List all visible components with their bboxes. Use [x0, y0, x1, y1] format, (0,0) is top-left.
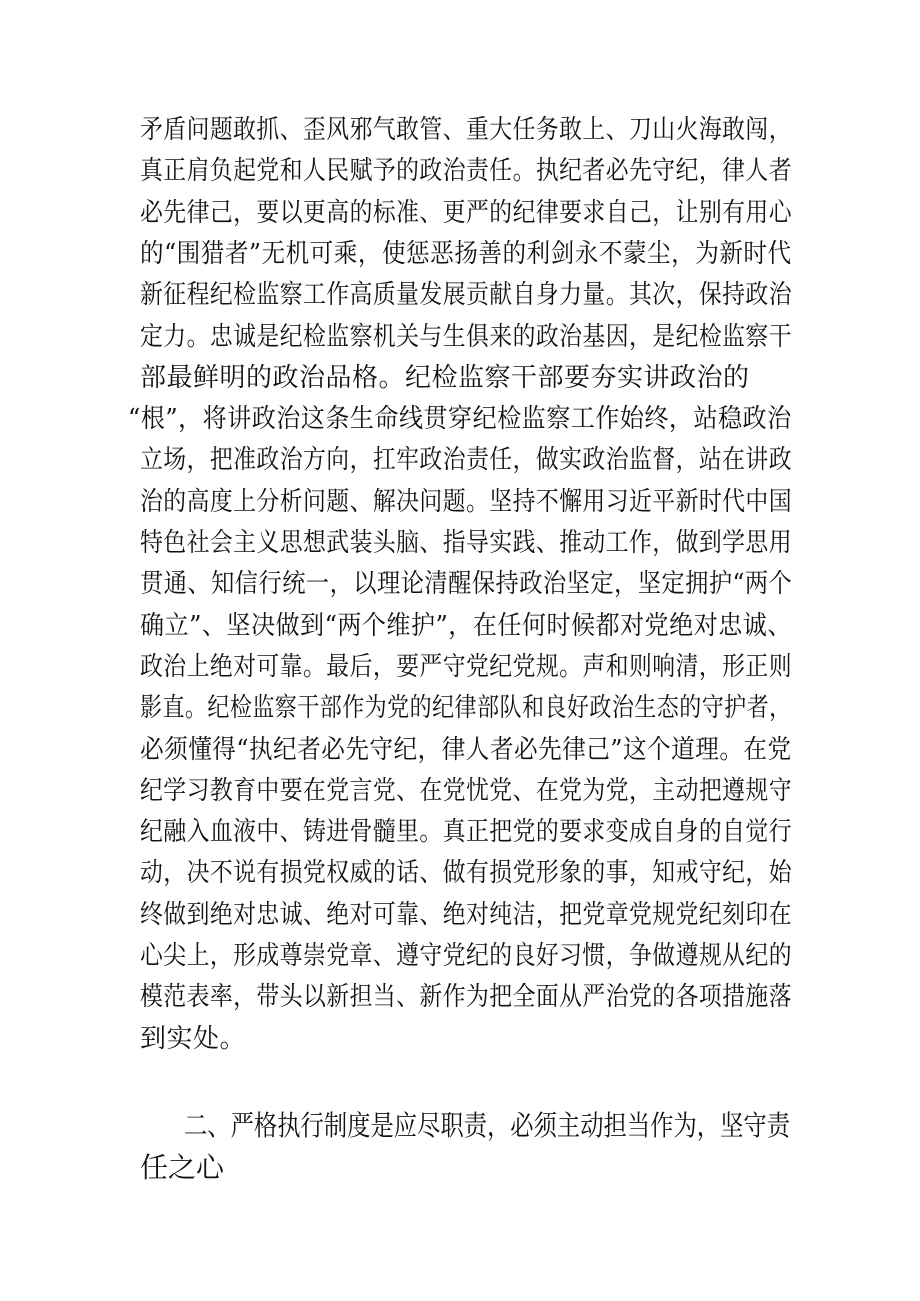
text-line: 必先律己，要以更高的标准、更严的纪律要求自己，让别有用心 — [140, 197, 793, 228]
text-line: 影直。纪检监察干部作为党的纪律部队和良好政治生态的守护者， — [140, 693, 792, 724]
text-line: 纪学习教育中要在党言党、在党忧党、在党为党，主动把遵规守 — [140, 775, 793, 806]
text-line: 政治上绝对可靠。最后，要严守党纪党规。声和则响清，形正则 — [140, 651, 793, 682]
text-line: 治的高度上分析问题、解决问题。坚持不懈用习近平新时代中国 — [140, 486, 793, 517]
text-line: 终做到绝对忠诚、绝对可靠、绝对纯洁，把党章党规党纪刻印在 — [140, 899, 793, 930]
section-heading-line-2: 任之心 — [140, 1151, 225, 1184]
text-line: 新征程纪检监察工作高质量发展贡献自身力量。其次，保持政治 — [140, 280, 793, 311]
text-line: 模范表率，带头以新担当、新作为把全面从严治党的各项措施落 — [140, 982, 793, 1013]
text-line: 纪融入血液中、铸进骨髓里。真正把党的要求变成自身的自觉行 — [140, 817, 793, 848]
text-line: 心尖上，形成尊崇党章、遵守党纪的良好习惯，争做遵规从纪的 — [140, 941, 793, 971]
text-line: 的“围猎者”无机可乘，使惩恶扬善的利剑永不蒙尘，为新时代 — [140, 238, 792, 269]
text-line: 部最鲜明的政治品格。纪检监察干部要夯实讲政治的 — [140, 362, 750, 393]
text-line: 立场，把准政治方向，扛牢政治责任，做实政治监督，站在讲政 — [140, 445, 793, 476]
text-line: 矛盾问题敢抓、歪风邪气敢管、重大任务敢上、刀山火海敢闯， — [140, 115, 793, 145]
text-line: 真正肩负起党和人民赋予的政治责任。执纪者必先守纪，律人者 — [140, 156, 793, 187]
text-line: 到实处。 — [140, 1023, 247, 1054]
text-line: 必须懂得“执纪者必先守纪，律人者必先律己”这个道理。在党 — [140, 734, 792, 765]
section-heading-line-1: 二、严格执行制度是应尽职责，必须主动担当作为，坚守责 — [184, 1109, 791, 1142]
text-line: 定力。忠诚是纪检监察机关与生俱来的政治基因，是纪检监察干 — [140, 321, 793, 352]
text-line: 确立”、坚决做到“两个维护”，在任何时候都对党绝对忠诚、 — [140, 610, 792, 641]
text-line: 动，决不说有损党权威的话、做有损党形象的事，知戒守纪，始 — [140, 858, 793, 889]
text-line: 特色社会主义思想武装头脑、指导实践、推动工作，做到学思用 — [140, 528, 793, 558]
text-line: 贯通、知信行统一，以理论清醒保持政治坚定，坚定拥护“两个 — [140, 569, 793, 600]
text-line: “根”，将讲政治这条生命线贯穿纪检监察工作始终，站稳政治 — [128, 404, 792, 435]
